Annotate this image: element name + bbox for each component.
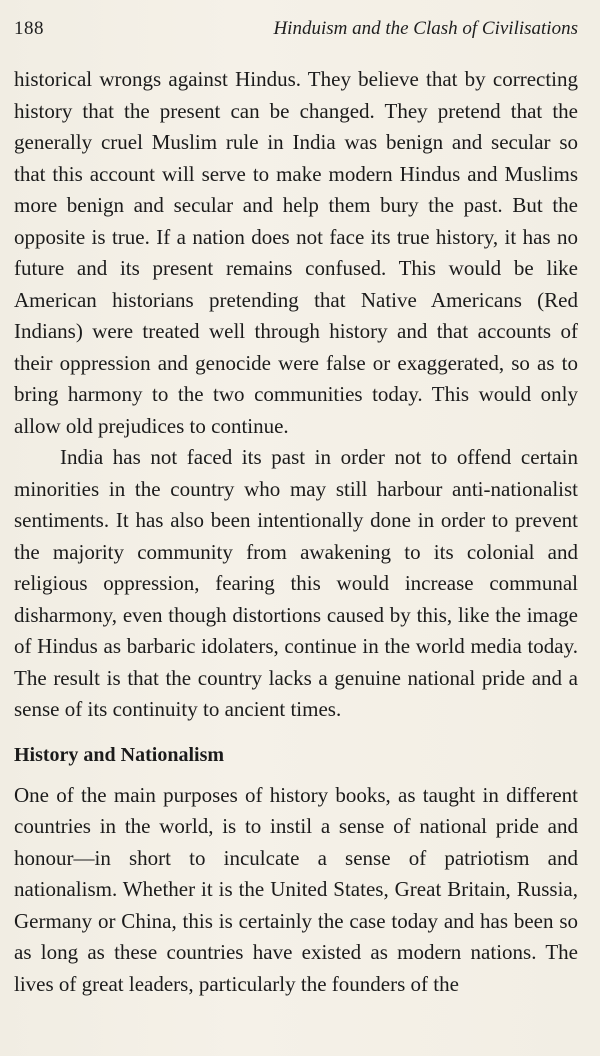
page-body (14, 64, 578, 1000)
running-title: Hinduism and the Clash of Civilisations (273, 18, 578, 39)
paragraph: One of the main purposes of history books, as taught in different countries in the world, is to instil a sense of national pride and honour—in short to inculcate a sense of patriotism and nationalism. Whether it is the United States, Great Britain, Russia, Germany or China, this is certainly the case today and has been so as long as these countries have existed as modern nations. The lives of great leaders, particularly the founders of the (14, 782, 578, 996)
paragraph: India has not faced its past in order not to offend certain minorities in the country who may still harbour anti-nationalist sentiments. It has also been intentionally done in order to prevent the majority community from awakening to its colonial and religious oppression, fearing this would increase communal disharmony, even though distortions caused by this, like the image of Hindus as barbaric idolaters, continue in the world media today. The result is that the country lacks a genuine national pride and a sense of its continuity to ancient times. (14, 445, 578, 721)
page-number: 188 (14, 18, 44, 39)
section-heading: History and Nationalism (14, 743, 225, 766)
running-head (14, 18, 578, 44)
paragraph-continued: historical wrongs against Hindus. They believe that by correcting history that the present can be changed. They pretend that the generally cruel Muslim rule in India was benign and secular so that this account will serve to make modern Hindus and Muslims more benign and secular and help them bury the past. But the opposite is true. If a nation does not face its true history, it has no future and its present remains confused. This would be like American historians pretending that Native Americans (Red Indians) were treated well through history and that accounts of their oppression and genocide were false or exaggerated, so as to bring harmony to the two communities today. This would only allow old prejudices to continue. (14, 67, 578, 438)
